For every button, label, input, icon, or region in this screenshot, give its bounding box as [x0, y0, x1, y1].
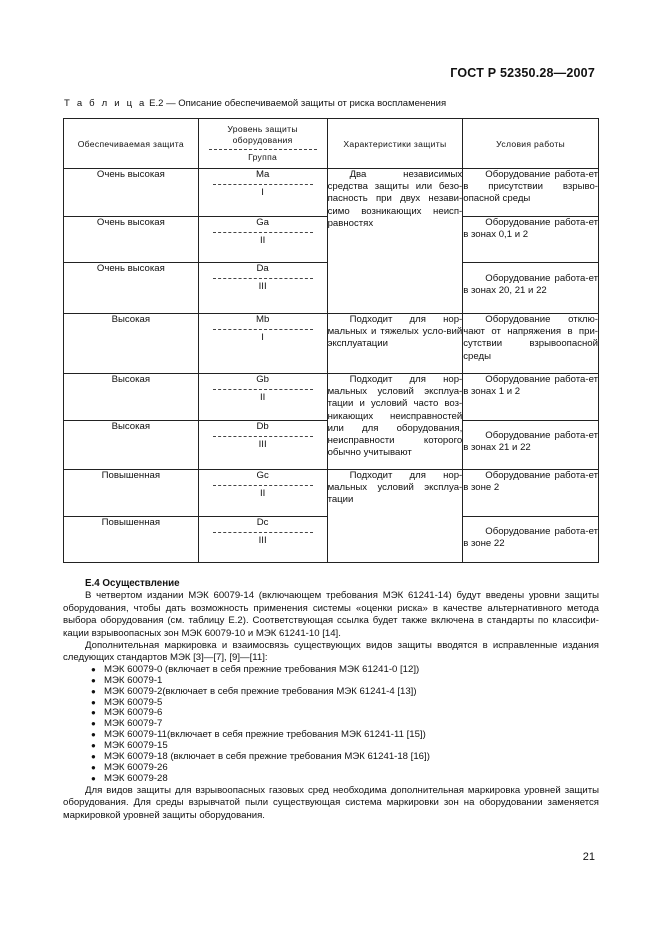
level-dash — [213, 389, 313, 390]
protection-cell: Очень высокая — [64, 169, 199, 217]
group-code: III — [258, 535, 267, 546]
section-heading: Е.4 Осуществление — [85, 578, 180, 589]
protection-cell: Высокая — [64, 314, 199, 374]
level-cell — [198, 517, 327, 563]
header-level-top: Уровень защиты оборудования — [227, 123, 298, 146]
document-id: ГОСТ Р 52350.28—2007 — [450, 66, 595, 80]
level-cell — [198, 470, 327, 517]
level-code: Dc — [256, 517, 269, 528]
level-dash — [213, 278, 313, 279]
list-item: ● МЭК 60079-28 — [91, 774, 599, 785]
table-caption — [64, 98, 446, 109]
header-conditions: Условия работы — [463, 119, 599, 169]
level-dash — [213, 232, 313, 233]
group-code: II — [259, 235, 266, 246]
conditions-cell: Оборудование работа-ет в зонах 0,1 и 2 — [463, 217, 599, 263]
level-dash — [213, 184, 313, 185]
level-code: Mb — [255, 314, 270, 325]
protection-table — [63, 118, 599, 563]
header-dash-divider — [209, 149, 317, 150]
conditions-cell: Оборудование работа-ет в присутствии взрыво-опасной среды — [463, 169, 599, 217]
group-code: II — [259, 392, 266, 403]
level-code: Ga — [256, 217, 270, 228]
protection-cell: Высокая — [64, 421, 199, 470]
level-code: Gb — [256, 374, 270, 385]
level-cell — [198, 217, 327, 263]
characteristics-cell: Два независимых средства защиты или безо-пасность при двух незави-симо возникающих неисп-равностях — [327, 169, 463, 314]
table-row — [64, 470, 599, 517]
header-protection: Обеспечиваемая защита — [64, 119, 199, 169]
table-header-row — [64, 119, 599, 169]
conditions-cell: Оборудование работа-ет в зоне 22 — [463, 517, 599, 563]
list-item: ● МЭК 60079-1 — [91, 676, 599, 687]
paragraph-1: В четвертом издании МЭК 60079-14 (включающем требования МЭК 61241-14) будут введены уровни защиты оборудования, чтобы дать возможность применения системы «оценки риска» в качестве альтернативного метода выбора оборудования (см. таблицу Е.2). Соответствующая ссылка будет также включена в стандарты по классифи-кации взрывоопасных зон МЭК 60079-10 и МЭК 61241-10 [14]. — [63, 590, 599, 639]
characteristics-cell: Подходит для нор-мальных условий эксплуа-тации — [327, 470, 463, 563]
protection-cell: Высокая — [64, 374, 199, 421]
level-code: Ma — [255, 169, 270, 180]
header-level — [198, 119, 327, 169]
list-item: ● МЭК 60079-2(включает в себя прежние требования МЭК 61241-4 [13]) — [91, 687, 599, 698]
level-code: Da — [256, 263, 269, 274]
group-code: II — [259, 488, 266, 499]
characteristics-cell: Подходит для нор-мальных условий эксплуа-тации и условий часто воз-никающих неисправностей или для оборудования, неисправности которого обычно учитывают — [327, 374, 463, 470]
conditions-cell: Оборудование работа-ет в зонах 21 и 22 — [463, 421, 599, 470]
header-characteristics: Характеристики защиты — [327, 119, 463, 169]
list-item: ● МЭК 60079-26 — [91, 763, 599, 774]
level-dash — [213, 329, 313, 330]
conditions-cell: Оборудование работа-ет в зоне 2 — [463, 470, 599, 517]
standards-list — [85, 665, 599, 785]
paragraph-3: Для видов защиты для взрывоопасных газовых сред необходима дополнительная маркировка уровней защиты оборудования. Для среды взрывчатой пыли существующая система маркировки зон на оборудовании заменяется маркировкой уровней защиты оборудования. — [63, 784, 599, 821]
header-level-bottom: Группа — [248, 151, 278, 162]
group-code: I — [261, 332, 264, 343]
list-item: ● МЭК 60079-5 — [91, 698, 599, 709]
list-item: ● МЭК 60079-6 — [91, 708, 599, 719]
list-item: ● МЭК 60079-7 — [91, 719, 599, 730]
level-cell — [198, 169, 327, 217]
conditions-cell: Оборудование работа-ет в зонах 1 и 2 — [463, 374, 599, 421]
table-row — [64, 374, 599, 421]
level-cell — [198, 263, 327, 314]
list-item: ● МЭК 60079-0 (включает в себя прежние требования МЭК 61241-0 [12]) — [91, 665, 599, 676]
page-number: 21 — [582, 851, 595, 863]
group-code: III — [258, 439, 267, 450]
table-caption-text: Е.2 — Описание обеспечиваемой защиты от риска воспламенения — [146, 98, 447, 109]
section-body — [63, 578, 599, 822]
level-cell — [198, 374, 327, 421]
protection-cell: Очень высокая — [64, 263, 199, 314]
group-code: I — [261, 187, 264, 198]
list-item: ● МЭК 60079-18 (включает в себя прежние требования МЭК 61241-18 [16]) — [91, 752, 599, 763]
paragraph-2: Дополнительная маркировка и взаимосвязь существующих видов защиты вводятся в исправленные издания следующих стандартов МЭК [3]—[7], [9]—[11]: — [63, 640, 599, 664]
level-code: Gc — [256, 470, 269, 481]
group-code: III — [258, 281, 267, 292]
level-cell — [198, 421, 327, 470]
level-dash — [213, 532, 313, 533]
level-dash — [213, 485, 313, 486]
table-row — [64, 169, 599, 217]
characteristics-cell: Подходит для нор-мальных и тяжелых усло-вий эксплуатации — [327, 314, 463, 374]
protection-cell: Повышенная — [64, 470, 199, 517]
level-code: Db — [256, 421, 269, 432]
table-caption-label: Т а б л и ц а — [64, 98, 147, 109]
protection-cell: Очень высокая — [64, 217, 199, 263]
list-item: ● МЭК 60079-15 — [91, 741, 599, 752]
conditions-cell: Оборудование работа-ет в зонах 20, 21 и 22 — [463, 263, 599, 314]
list-item: ● МЭК 60079-11(включает в себя прежние требования МЭК 61241-11 [15]) — [91, 730, 599, 741]
conditions-cell: Оборудование отклю-чают от напряжения в при-сутствии взрывоопасной среды — [463, 314, 599, 374]
level-dash — [213, 436, 313, 437]
protection-cell: Повышенная — [64, 517, 199, 563]
table-row — [64, 314, 599, 374]
level-cell — [198, 314, 327, 374]
